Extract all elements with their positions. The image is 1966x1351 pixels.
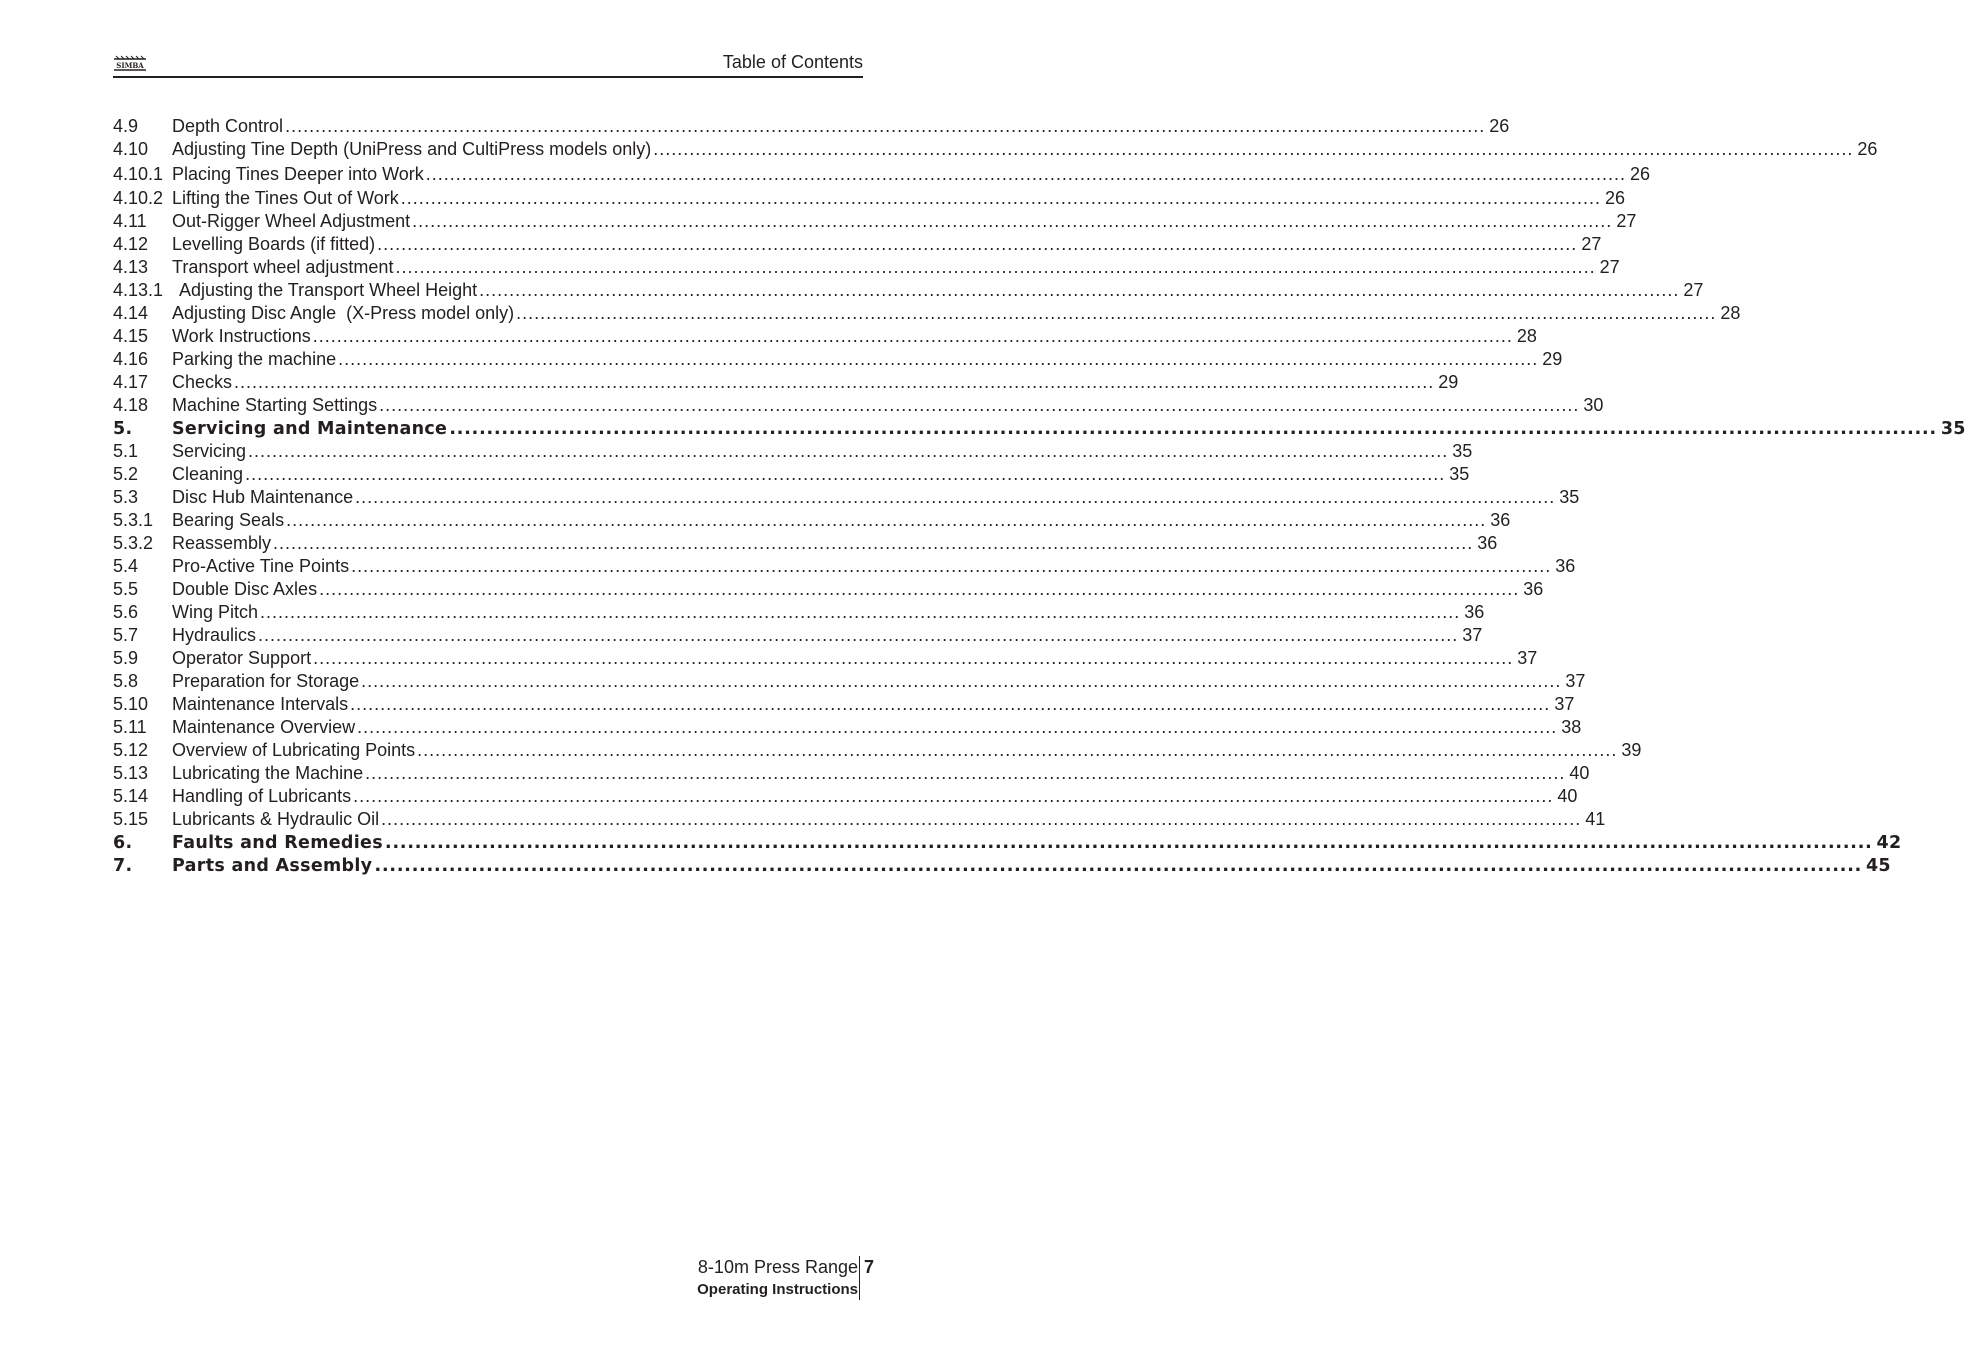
toc-entry-page: 28 (1516, 326, 1537, 346)
toc-entry-number: 5.14 (113, 786, 149, 806)
toc-entry-page: 27 (1616, 211, 1637, 231)
toc-entry-number: 5.11 (113, 717, 147, 737)
toc-entry-page: 37 (1565, 671, 1586, 691)
toc-leader-dots: ........................................................................................................................................................................................................ (653, 139, 1854, 159)
toc-leader-dots: ........................................................................................................................................................................................................ (479, 280, 1680, 300)
toc-entry-page: 26 (1604, 188, 1626, 208)
toc-entry-page: 45 (1865, 856, 1891, 876)
toc-entry-page: 39 (1621, 740, 1642, 760)
toc-entry[interactable] (113, 510, 1511, 533)
toc-entry-page: 36 (1555, 556, 1576, 576)
toc-entry[interactable] (113, 116, 1510, 139)
toc-entry-title: Adjusting the Transport Wheel Height (175, 280, 478, 300)
toc-entry-number: 5.3.1 (113, 510, 154, 530)
toc-entry-number: 5. (113, 419, 133, 439)
toc-entry[interactable] (113, 809, 1606, 832)
toc-entry-number: 4.18 (113, 395, 149, 415)
toc-leader-dots: ........................................................................................................................................................................................................ (286, 510, 1487, 530)
toc-entry[interactable] (113, 280, 1704, 303)
toc-leader-dots: ........................................................................................................................................................................................................ (258, 625, 1459, 645)
toc-entry[interactable] (113, 349, 1563, 372)
toc-entry-page: 36 (1464, 602, 1485, 622)
toc-entry-number: 4.10.1 (113, 164, 164, 184)
toc-entry-page: 35 (1452, 441, 1473, 461)
table-of-contents (113, 116, 1966, 878)
toc-leader-dots: ........................................................................................................................................................................................................ (384, 832, 1873, 853)
toc-entry-number: 5.9 (113, 648, 139, 668)
toc-entry-page: 38 (1561, 717, 1582, 737)
toc-entry[interactable] (113, 211, 1637, 234)
toc-entry[interactable] (113, 625, 1483, 648)
header-title: Table of Contents (722, 52, 863, 72)
toc-entry-title: Adjusting Tine Depth (UniPress and CultiPress models only) (172, 139, 652, 159)
toc-entry-title: Preparation for Storage (172, 671, 360, 691)
toc-leader-dots: ........................................................................................................................................................................................................ (379, 395, 1580, 415)
toc-entry-title: Levelling Boards (if fitted) (172, 234, 376, 254)
toc-entry-title: Checks (172, 372, 233, 392)
toc-entry-number: 4.11 (113, 211, 147, 231)
toc-entry-number: 4.16 (113, 349, 149, 369)
toc-entry[interactable] (113, 139, 1878, 164)
toc-entry[interactable] (113, 602, 1485, 625)
footer-divider (859, 1256, 860, 1300)
toc-entry-title: Cleaning (172, 464, 244, 484)
toc-entry[interactable] (113, 464, 1470, 487)
toc-entry-title: Depth Control (172, 116, 284, 136)
toc-entry[interactable] (113, 188, 1626, 211)
toc-entry-number: 5.15 (113, 809, 149, 829)
toc-entry-title: Lifting the Tines Out of Work (172, 188, 399, 208)
toc-entry-number: 4.10.2 (113, 188, 164, 208)
toc-leader-dots: ........................................................................................................................................................................................................ (412, 211, 1613, 231)
toc-entry-number: 5.1 (113, 441, 139, 461)
toc-leader-dots: ........................................................................................................................................................................................................ (234, 372, 1435, 392)
toc-entry-number: 5.6 (113, 602, 139, 622)
toc-entry-page: 35 (1559, 487, 1580, 507)
toc-entry-number: 4.12 (113, 234, 149, 254)
toc-entry-title: Parking the machine (172, 349, 337, 369)
toc-entry-title: Handling of Lubricants (172, 786, 352, 806)
toc-entry-page: 37 (1517, 648, 1538, 668)
toc-leader-dots: ........................................................................................................................................................................................................ (381, 809, 1582, 829)
toc-entry[interactable] (113, 257, 1620, 280)
footer-subtitle: Operating Instructions (697, 1281, 858, 1298)
toc-entry-page: 37 (1462, 625, 1483, 645)
toc-entry-title: Disc Hub Maintenance (172, 487, 354, 507)
page-number: 7 (864, 1257, 875, 1277)
toc-entry-title: Adjusting Disc Angle (X-Press model only) (172, 303, 515, 323)
toc-leader-dots: ........................................................................................................................................................................................................ (285, 116, 1486, 136)
toc-entry-number: 5.5 (113, 579, 139, 599)
toc-leader-dots: ........................................................................................................................................................................................................ (377, 234, 1578, 254)
toc-entry-title: Servicing (172, 441, 247, 461)
toc-entry[interactable] (113, 372, 1459, 395)
toc-leader-dots: ........................................................................................................................................................................................................ (245, 464, 1446, 484)
toc-entry-title: Work Instructions (172, 326, 311, 346)
toc-entry-number: 4.13.1 (113, 280, 164, 300)
toc-entry[interactable] (113, 740, 1642, 763)
toc-entry-title: Transport wheel adjustment (172, 257, 394, 277)
toc-entry-number: 5.8 (113, 671, 139, 691)
toc-entry-number: 5.4 (113, 556, 139, 576)
toc-leader-dots: ........................................................................................................................................................................................................ (365, 763, 1566, 783)
toc-entry[interactable] (113, 579, 1544, 602)
toc-leader-dots: ........................................................................................................................................................................................................ (319, 579, 1520, 599)
toc-entry[interactable] (113, 533, 1498, 556)
footer-product: 8-10m Press Range (697, 1257, 858, 1277)
toc-entry[interactable] (113, 395, 1604, 418)
toc-entry-number: 4.15 (113, 326, 149, 346)
toc-entry[interactable] (113, 671, 1586, 694)
toc-leader-dots: ........................................................................................................................................................................................................ (361, 671, 1562, 691)
toc-entry-page: 36 (1490, 510, 1511, 530)
toc-entry[interactable] (113, 694, 1575, 717)
toc-entry-title: Out-Rigger Wheel Adjustment (172, 211, 411, 231)
toc-entry-number: 7. (113, 856, 133, 876)
toc-leader-dots: ........................................................................................................................................................................................................ (400, 188, 1601, 208)
toc-leader-dots: ........................................................................................................................................................................................................ (425, 164, 1626, 184)
toc-entry-page: 27 (1683, 280, 1704, 300)
toc-entry-page: 30 (1583, 395, 1604, 415)
toc-entry-number: 4.9 (113, 116, 139, 136)
toc-leader-dots: ........................................................................................................................................................................................................ (395, 257, 1596, 277)
toc-entry-title: Operator Support (172, 648, 312, 668)
toc-entry-number: 5.12 (113, 740, 149, 760)
toc-entry-number: 4.13 (113, 257, 149, 277)
toc-entry[interactable] (113, 303, 1741, 326)
toc-leader-dots: ........................................................................................................................................................................................................ (353, 786, 1554, 806)
toc-entry-title: Placing Tines Deeper into Work (172, 164, 424, 184)
toc-entry-title: Lubricants & Hydraulic Oil (172, 809, 380, 829)
toc-entry-page: 29 (1542, 349, 1563, 369)
toc-entry-page: 27 (1599, 257, 1620, 277)
toc-entry-number: 5.2 (113, 464, 139, 484)
toc-entry-title: Machine Starting Settings (172, 395, 378, 415)
toc-entry-page: 35 (1449, 464, 1470, 484)
toc-entry-page: 35 (1940, 419, 1966, 439)
toc-entry-page: 26 (1630, 164, 1651, 184)
toc-entry-number: 4.14 (113, 303, 149, 323)
toc-entry-number: 5.3.2 (113, 533, 154, 553)
toc-entry-title: Reassembly (172, 533, 272, 553)
toc-entry-title: Overview of Lubricating Points (172, 740, 416, 760)
toc-leader-dots: ........................................................................................................................................................................................................ (449, 418, 1937, 439)
toc-entry-title: Maintenance Intervals (172, 694, 349, 714)
toc-entry-page: 37 (1554, 694, 1575, 714)
toc-entry[interactable] (113, 648, 1538, 671)
toc-entry-title: Parts and Assembly (172, 856, 373, 876)
header-divider (113, 76, 863, 78)
toc-leader-dots: ........................................................................................................................................................................................................ (273, 533, 1474, 553)
toc-entry-page: 29 (1438, 372, 1459, 392)
toc-entry[interactable] (113, 786, 1578, 809)
toc-entry-title: Faults and Remedies (172, 833, 383, 853)
toc-entry-page: 36 (1523, 579, 1544, 599)
toc-entry[interactable] (113, 234, 1602, 257)
toc-leader-dots: ........................................................................................................................................................................................................ (417, 740, 1618, 760)
toc-entry-title: Servicing and Maintenance (172, 419, 448, 439)
toc-leader-dots: ........................................................................................................................................................................................................ (313, 648, 1514, 668)
toc-entry-number: 5.10 (113, 694, 149, 714)
toc-entry-number: 4.10 (113, 139, 149, 159)
toc-entry-title: Lubricating the Machine (172, 763, 364, 783)
toc-entry-page: 28 (1720, 303, 1741, 323)
toc-entry-page: 26 (1857, 139, 1878, 159)
toc-entry-number: 5.13 (113, 763, 149, 783)
toc-entry[interactable] (113, 556, 1576, 579)
toc-entry[interactable] (113, 487, 1580, 510)
toc-entry-page: 40 (1569, 763, 1590, 783)
toc-entry[interactable] (113, 832, 1902, 855)
toc-entry-title: Wing Pitch (172, 602, 259, 622)
toc-leader-dots: ........................................................................................................................................................................................................ (312, 326, 1513, 346)
toc-entry-page: 42 (1876, 833, 1902, 853)
toc-entry-page: 36 (1477, 533, 1498, 553)
footer (697, 1256, 858, 1302)
toc-leader-dots: ........................................................................................................................................................................................................ (351, 556, 1552, 576)
toc-entry-title: Double Disc Axles (172, 579, 318, 599)
toc-leader-dots: ........................................................................................................................................................................................................ (260, 602, 1461, 622)
toc-entry[interactable] (113, 418, 1966, 441)
toc-entry-page: 27 (1581, 234, 1602, 254)
toc-entry-number: 5.7 (113, 625, 139, 645)
toc-entry-title: Maintenance Overview (172, 717, 356, 737)
toc-leader-dots: ........................................................................................................................................................................................................ (374, 855, 1862, 876)
toc-leader-dots: ........................................................................................................................................................................................................ (338, 349, 1539, 369)
toc-leader-dots: ........................................................................................................................................................................................................ (248, 441, 1449, 461)
toc-entry-page: 40 (1557, 786, 1578, 806)
simba-logo-graphic (113, 55, 147, 73)
toc-entry-title: Hydraulics (172, 625, 257, 645)
toc-leader-dots: ........................................................................................................................................................................................................ (357, 717, 1558, 737)
toc-entry[interactable] (113, 441, 1473, 464)
toc-entry-page: 26 (1489, 116, 1510, 136)
toc-leader-dots: ........................................................................................................................................................................................................ (355, 487, 1556, 507)
simba-logo (113, 55, 147, 73)
toc-entry[interactable] (113, 164, 1651, 188)
toc-entry-number: 5.3 (113, 487, 139, 507)
toc-entry[interactable] (113, 855, 1891, 878)
toc-entry-title: Bearing Seals (172, 510, 285, 530)
toc-entry-number: 4.17 (113, 372, 149, 392)
svg-text:SIMBA: SIMBA (116, 61, 144, 70)
toc-entry[interactable] (113, 326, 1537, 349)
toc-leader-dots: ........................................................................................................................................................................................................ (516, 303, 1717, 323)
toc-leader-dots: ........................................................................................................................................................................................................ (350, 694, 1551, 714)
toc-entry-title: Pro-Active Tine Points (172, 556, 350, 576)
toc-entry-number: 6. (113, 833, 133, 853)
toc-entry-page: 41 (1585, 809, 1606, 829)
toc-entry[interactable] (113, 763, 1590, 786)
toc-entry[interactable] (113, 717, 1582, 740)
